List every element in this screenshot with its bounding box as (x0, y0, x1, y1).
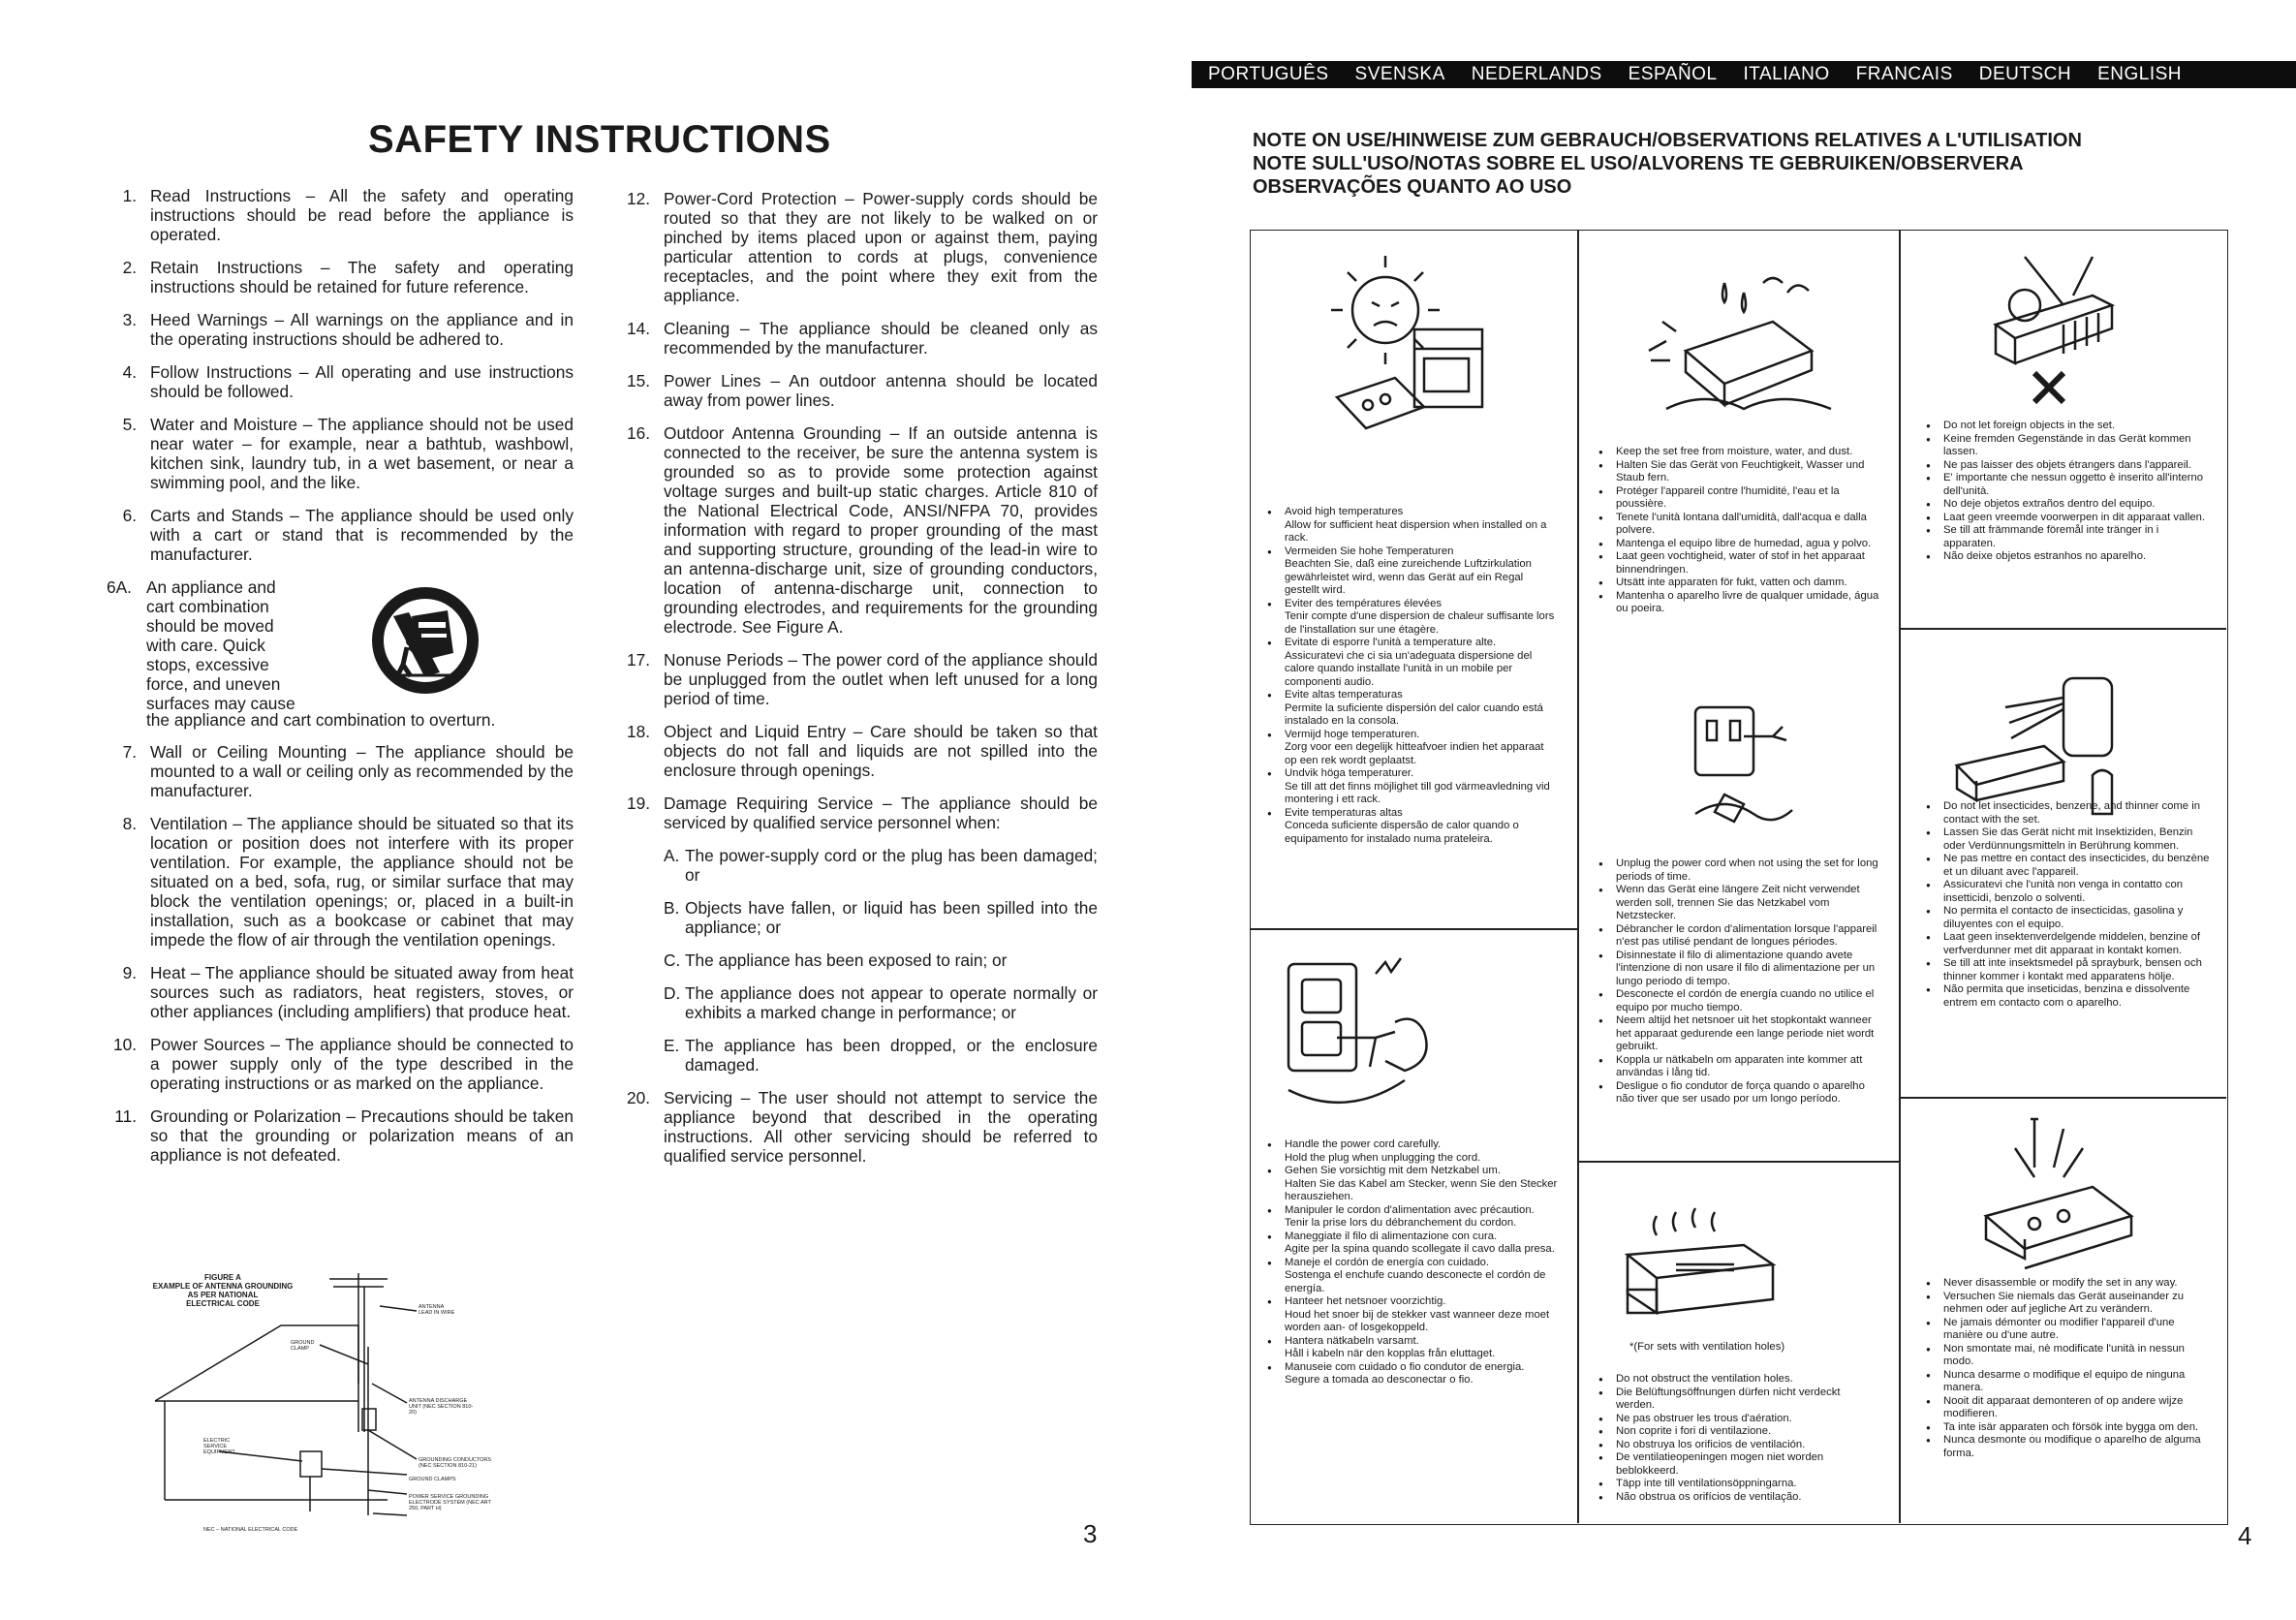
moisture-water-illustration (1647, 254, 1841, 428)
note-item: ● Gehen Sie vorsichtig mit dem Netzkabel um. Halten Sie das Kabel am Stecker, wenn Sie den Stecker herausziehen. (1267, 1165, 1558, 1204)
note-item: ● Unplug the power cord when not using the set for long periods of time. (1598, 857, 1881, 884)
list-item: 14. Cleaning – The appliance should be cleaned only as recommended by the manufacturer. (626, 319, 1098, 358)
vent-note: *(For sets with ventilation holes) (1629, 1341, 1785, 1353)
sub-item: B. Objects have fallen, or liquid has been spilled into the appliance; or (664, 898, 1098, 937)
note-item: ● Non coprite i fori di ventilazione. (1598, 1425, 1881, 1439)
note-title: NOTE ON USE/HINWEISE ZUM GEBRAUCH/OBSERVATIONS RELATIVES A L'UTILISATION NOTE SULL'USO/NOTAS SOBRE EL USO/ALVORENS TE GEBRUIKEN/OBSERVERA OBSERVAÇÕES QUANTO AO USO (1253, 130, 2082, 198)
note-item: ● Desconecte el cordón de energía cuando no utilice el equipo por mucho tiempo. (1598, 988, 1881, 1014)
language-label: ENGLISH (2097, 64, 2183, 84)
list-item: 2. Retain Instructions – The safety and operating instructions should be retained for future reference. (122, 258, 574, 296)
note-item: ● Eviter des températures élevées Tenir compte d'une dispersion de chaleur suffisante lors de l'installation sur une étagère. (1267, 598, 1558, 638)
note-cell-vent (1598, 1373, 1881, 1504)
note-item: ● Do not obstruct the ventilation holes. (1598, 1373, 1881, 1386)
note-item: ● Versuchen Sie niemals das Gerät auseinander zu nehmen oder auf jegliche Art zu verändern. (1926, 1291, 2212, 1317)
list-item: 7. Wall or Ceiling Mounting – The appliance should be mounted to a wall or ceiling only as recommended by the manufacturer. (122, 742, 574, 800)
page-number-right: 4 (2238, 1521, 2252, 1550)
note-cell-disassemble (1926, 1277, 2212, 1460)
note-item: ● No obstruya los orificios de ventilación. (1598, 1439, 1881, 1452)
list-item: 5. Water and Moisture – The appliance should not be used near water – for example, near a bathtub, washbowl, kitchen sink, laundry tub, in a wet basement, or near a swimming pool, and the like. (122, 415, 574, 492)
note-item: ● Manipuler le cordon d'alimentation avec précaution. Tenir la prise lors du débranchement du cordon. (1267, 1204, 1558, 1231)
note-item: ● Mantenga el equipo libre de humedad, agua y polvo. (1598, 538, 1881, 551)
language-label: ESPAÑOL (1628, 64, 1718, 84)
note-item: ● Laat geen vreemde voorwerpen in dit apparaat vallen. (1926, 512, 2212, 525)
list-item: 12. Power-Cord Protection – Power-supply cords should be routed so that they are not likely to be walked on or pinched by items placed upon or against them, paying particular attention to cords at plugs, convenience receptacles, and the point where they exit from the appliance. (626, 189, 1098, 305)
list-item: 1. Read Instructions – All the safety and operating instructions should be read before the appliance is operated. (122, 186, 574, 244)
list-item-6a: 6A. An appliance and cart combination should be moved with care. Quick stops, excessive force, and uneven surfaces may cause the appliance and cart combination to overturn. (107, 577, 496, 730)
unplug-outlet-illustration (1666, 698, 1821, 853)
language-label: ITALIANO (1743, 64, 1830, 84)
note-item: ● Se till att inte insektsmedel på sprayburk, bensen och thinner kommer i kontakt med apparatens hölje. (1926, 957, 2212, 983)
note-cell-unplug (1598, 857, 1881, 1106)
note-item: ● Nooit dit apparaat demonteren of op andere wijze modifieren. (1926, 1395, 2212, 1421)
note-item: ● Ne pas obstruer les trous d'aération. (1598, 1413, 1881, 1426)
sub-item: A. The power-supply cord or the plug has been damaged; or (664, 846, 1098, 885)
note-item: ● Utsätt inte apparaten för fukt, vatten och damm. (1598, 576, 1881, 590)
note-item: ● Vermeiden Sie hohe Temperaturen Beachten Sie, daß eine zureichende Luftzirkulation gewährleistet wird, wenn das Gerät auf ein Regal gestellt wird. (1267, 545, 1558, 598)
language-bar (1192, 61, 2296, 88)
note-item: ● Não deixe objetos estranhos no aparelho. (1926, 550, 2212, 564)
note-item: ● Do not let insecticides, benzene, and thinner come in contact with the set. (1926, 800, 2212, 826)
note-cell-heat (1267, 506, 1558, 846)
antenna-grounding-figure: FIGURE A EXAMPLE OF ANTENNA GROUNDING AS PER NATIONAL ELECTRICAL CODE ANTENNA LEAD IN WIRE GROUND CLAMP ANTENNA DISCHARGE UNIT (NEC SECTION 810-20) ELECTRIC SERVICE EQUIPMENT GROUNDING CONDUCTORS (NEC SECTION 810-21) GROUND CLAMPS POWER SERVICE GROUNDING ELECTRODE SYSTEM (NEC ART 250, PART H) NEC – NATIONAL ELECTRICAL CODE (126, 1267, 533, 1539)
note-item: ● Laat geen vochtigheid, water of stof in het apparaat binnendringen. (1598, 550, 1881, 576)
note-item: ● Manuseie com cuidado o fio condutor de energia. Segure a tomada ao desconectar o fio. (1267, 1361, 1558, 1387)
sub-item: C. The appliance has been exposed to rain; or (664, 950, 1008, 970)
note-item: ● Neem altijd het netsnoer uit het stopkontakt wanneer het apparaat gedurende een lange periode niet wordt gebruikt. (1598, 1014, 1881, 1054)
note-item: ● Protéger l'appareil contre l'humidité, l'eau et la poussière. (1598, 485, 1881, 512)
page-number-left: 3 (1083, 1519, 1098, 1548)
list-item: 20. Servicing – The user should not attempt to service the appliance beyond that described in the operating instructions. All other servicing should be referred to qualified service personnel. (626, 1088, 1098, 1166)
note-item: ● Débrancher le cordon d'alimentation lorsque l'appareil n'est pas utilisé pendant de longues périodes. (1598, 923, 1881, 950)
list-item: 4. Follow Instructions – All operating and use instructions should be followed. (122, 362, 574, 401)
note-item: ● Se till att främmande föremål inte tränger in i apparaten. (1926, 524, 2212, 550)
note-item: ● No permita el contacto de insecticidas, gasolina y diluyentes con el equipo. (1926, 905, 2212, 931)
note-item: ● Maneggiate il filo di alimentazione con cura. Agite per la spina quando scollegate il cavo dalla presa. (1267, 1231, 1558, 1257)
note-item: ● Nunca desarme o modifique el equipo de ninguna manera. (1926, 1369, 2212, 1395)
note-item: ● No deje objetos extraños dentro del equipo. (1926, 498, 2212, 512)
note-item: ● Lassen Sie das Gerät nicht mit Insektiziden, Benzin oder Verdünnungsmitteln in Berührung kommen. (1926, 826, 2212, 853)
note-item: ● Evite altas temperaturas Permite la suficiente dispersión del calor cuando está instalado en la consola. (1267, 689, 1558, 729)
note-item: ● Desligue o fio condutor de força quando o aparelho não tiver que ser usado por um longo período. (1598, 1080, 1881, 1106)
list-item: 10. Power Sources – The appliance should be connected to a power supply only of the type described in the operating instructions or as marked on the appliance. (112, 1035, 574, 1093)
list-item: 16. Outdoor Antenna Grounding – If an outside antenna is connected to the receiver, be sure the antenna system is grounded so as to provide some protection against voltage surges and built-up static charges. Article 810 of the National Electrical Code, ANSI/NFPA 70, provides information with regard to proper grounding of the mast and supporting structure, grounding of the lead-in wire to an antenna-discharge unit, size of grounding conductors, location of antenna-discharge unit, connection to grounding electrodes, and requirements for the grounding electrode. See Figure A. (626, 423, 1098, 637)
language-label: SVENSKA (1354, 64, 1445, 84)
note-item: ● Ne pas mettre en contact des insecticides, du benzène et un diluant avec l'appareil. (1926, 853, 2212, 879)
list-item: 8. Ventilation – The appliance should be situated so that its location or position does not interfere with its proper ventilation. For example, the appliance should not be situated on a bed, sofa, rug, or similar surface that may block the ventilation openings; or, placed in a built-in installation, such as a bookcase or cabinet that may impede the flow of air through the ventilation openings. (122, 814, 574, 950)
note-item: ● Laat geen insektenverdelgende middelen, benzine of verfverdunner met dit apparaat in kontakt komen. (1926, 931, 2212, 957)
ventilation-holes-illustration (1598, 1197, 1792, 1332)
note-item: ● Never disassemble or modify the set in any way. (1926, 1277, 2212, 1291)
note-item: ● Die Belüftungsöffnungen dürfen nicht verdeckt werden. (1598, 1386, 1881, 1413)
heat-sun-illustration (1308, 252, 1502, 446)
note-item: ● Nunca desmonte ou modifique o aparelho de alguma forma. (1926, 1434, 2212, 1460)
list-item: 3. Heed Warnings – All warnings on the appliance and in the operating instructions should be adhered to. (122, 310, 574, 349)
note-item: ● Keep the set free from moisture, water, and dust. (1598, 446, 1881, 459)
note-item: ● Täpp inte till ventilationsöppningarna. (1598, 1478, 1881, 1491)
note-item: ● E' importante che nessun oggetto è inserito all'interno dell'unità. (1926, 472, 2212, 498)
note-item: ● Tenete l'unità lontana dall'umidità, dall'acqua e dalla polvere. (1598, 512, 1881, 538)
note-item: ● Ta inte isär apparaten och försök inte bygga om den. (1926, 1421, 2212, 1435)
note-item: ● Halten Sie das Gerät von Feuchtigkeit, Wasser und Staub fern. (1598, 459, 1881, 485)
language-label: PORTUGUÊS (1208, 64, 1329, 84)
note-item: ● Handle the power cord carefully. Hold the plug when unplugging the cord. (1267, 1138, 1558, 1165)
note-cell-cord (1267, 1138, 1558, 1387)
language-label: DEUTSCH (1978, 64, 2072, 84)
note-cell-moisture (1598, 446, 1881, 616)
sub-item: D. The appliance does not appear to operate normally or exhibits a marked change in performance; or (664, 983, 1098, 1022)
list-item: 11. Grounding or Polarization – Precautions should be taken so that the grounding or polarization means of an appliance is not defeated. (114, 1106, 574, 1165)
note-item: ● Mantenha o aparelho livre de qualquer umidade, água ou poeira. (1598, 590, 1881, 616)
note-item: ● Avoid high temperatures Allow for sufficient heat dispersion when installed on a rack. (1267, 506, 1558, 545)
foreign-objects-illustration (1967, 247, 2141, 421)
note-item: ● Vermijd hoge temperaturen. Zorg voor een degelijk hitteafvoer indien het apparaat op een rek wordt geplaatst. (1267, 729, 1558, 768)
note-item: ● Undvik höga temperaturer. Se till att det finns möjlighet till god värmeavledning vid montering i ett rack. (1267, 767, 1558, 807)
power-cord-hand-illustration (1269, 945, 1463, 1119)
note-item: ● Assicuratevi che l'unità non venga in contatto con insetticidi, benzolo o solventi. (1926, 879, 2212, 905)
note-item: ● Não permita que inseticidas, benzina e dissolvente entrem em contacto com o aparelho. (1926, 983, 2212, 1010)
note-item: ● Wenn das Gerät eine längere Zeit nicht verwendet werden soll, trennen Sie das Netzkabel vom Netzstecker. (1598, 884, 1881, 923)
list-item: 18. Object and Liquid Entry – Care should be taken so that objects do not fall and liquids are not spilled into the enclosure through openings. (626, 722, 1098, 780)
sub-item: E. The appliance has been dropped, or the enclosure damaged. (664, 1036, 1098, 1075)
language-label: NEDERLANDS (1471, 64, 1602, 84)
note-item: ● Não obstrua os orifícios de ventilação. (1598, 1491, 1881, 1505)
list-item: 6. Carts and Stands – The appliance should be used only with a cart or stand that is recommended by the manufacturer. (122, 506, 574, 564)
disassembly-tools-illustration (1957, 1109, 2151, 1274)
note-item: ● Ne pas laisser des objets étrangers dans l'appareil. (1926, 459, 2212, 473)
note-item: ● Hantera nätkabeln varsamt. Håll i kabeln när den kopplas från eluttaget. (1267, 1335, 1558, 1361)
note-item: ● Disinnestate il filo di alimentazione quando avete l'intenzione di non usare il filo di alimentazione per un lungo periodo di tempo. (1598, 950, 1881, 989)
safety-column-2 (610, 189, 1098, 1179)
list-item: 9. Heat – The appliance should be situated away from heat sources such as radiators, heat registers, stoves, or other appliances (including amplifiers) that produce heat. (122, 963, 574, 1021)
note-cell-objects (1926, 420, 2212, 564)
list-item: 15. Power Lines – An outdoor antenna should be located away from power lines. (626, 371, 1098, 410)
note-item: ● Ne jamais démonter ou modifier l'appareil d'une manière ou d'une autre. (1926, 1317, 2212, 1343)
list-item: 17. Nonuse Periods – The power cord of the appliance should be unplugged from the outlet when left unused for a long period of time. (626, 650, 1098, 708)
note-item: ● De ventilatieopeningen mogen niet worden beblokkeerd. (1598, 1451, 1881, 1478)
language-label: FRANCAIS (1855, 64, 1953, 84)
safety-column-1 (97, 186, 574, 1178)
cart-warning-icon (368, 583, 482, 698)
note-item: ● Hanteer het netsnoer voorzichtig. Houd het snoer bij de stekker vast wanneer deze moet worden aan- of losgekoppeld. (1267, 1295, 1558, 1335)
sub-list (610, 846, 1098, 1075)
page-title: SAFETY INSTRUCTIONS (368, 118, 831, 161)
note-item: ● Do not let foreign objects in the set. (1926, 420, 2212, 433)
note-item: ● Keine fremden Gegenstände in das Gerät kommen lassen. (1926, 433, 2212, 459)
note-item: ● Evitate di esporre l'unità a temperature alte. Assicuratevi che ci sia un'adeguata dispersione del calore quando installate l'unità in un mobile per componenti audio. (1267, 637, 1558, 689)
note-item: ● Koppla ur nätkabeln om apparaten inte kommer att användas i lång tid. (1598, 1054, 1881, 1080)
note-item: ● Non smontate mai, nè modificate l'unità in nessun modo. (1926, 1343, 2212, 1369)
note-item: ● Evite temperaturas altas Conceda suficiente dispersão de calor quando o equipamento for instalado numa prateleira. (1267, 807, 1558, 847)
note-cell-insecticides (1926, 800, 2212, 1010)
note-item: ● Maneje el cordón de energía con cuidado. Sostenga el enchufe cuando desconecte el cordón de energía. (1267, 1257, 1558, 1296)
list-item: 19. Damage Requiring Service – The appliance should be serviced by qualified service personnel when: (626, 794, 1098, 832)
